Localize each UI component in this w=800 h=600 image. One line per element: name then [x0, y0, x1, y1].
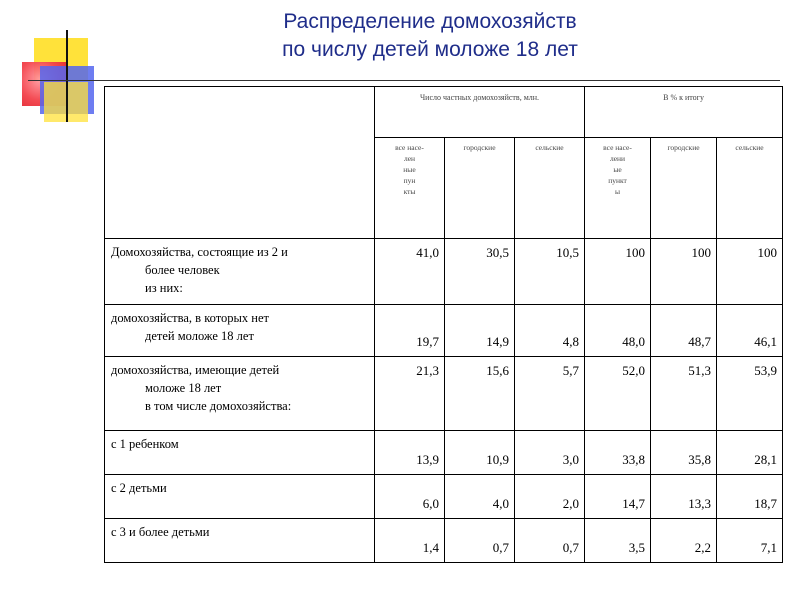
- row-label-line: с 2 детьми: [111, 481, 167, 495]
- row-label: [105, 431, 375, 475]
- cell-rural-percent: 100: [717, 239, 783, 305]
- sub-header-all-settlements-count: [375, 138, 445, 239]
- cell-urban-percent: 48,7: [651, 305, 717, 357]
- header-divider-line: [28, 80, 780, 81]
- cell-all-settlements-percent: 48,0: [585, 305, 651, 357]
- sub-header-urban-percent: [651, 138, 717, 239]
- sub-header-line: пун: [403, 176, 416, 185]
- sub-header-line: все насе-: [603, 143, 632, 152]
- row-label: [105, 519, 375, 563]
- table-row: [105, 431, 783, 475]
- row-label-line: домохозяйства, имеющие детей: [111, 363, 280, 377]
- cell-all-settlements-percent: 100: [585, 239, 651, 305]
- cell-urban-count: 10,9: [445, 431, 515, 475]
- sub-header-line: сельские: [535, 143, 564, 152]
- cell-all-settlements-count: 13,9: [375, 431, 445, 475]
- group-header-percent: В % к итогу: [585, 87, 783, 138]
- cell-urban-count: 14,9: [445, 305, 515, 357]
- cell-urban-count: 15,6: [445, 357, 515, 431]
- cell-rural-percent: 53,9: [717, 357, 783, 431]
- sub-header-rural-count: [515, 138, 585, 239]
- row-label: [105, 357, 375, 431]
- cell-all-settlements-count: 21,3: [375, 357, 445, 431]
- cell-all-settlements-count: 6,0: [375, 475, 445, 519]
- page-title-line-2: по числу детей моложе 18 лет: [282, 38, 578, 61]
- page-title: [160, 8, 700, 64]
- cell-urban-percent: 2,2: [651, 519, 717, 563]
- table-row: [105, 305, 783, 357]
- cell-rural-count: 4,8: [515, 305, 585, 357]
- sub-header-line: пункт: [608, 176, 627, 185]
- row-label: [105, 475, 375, 519]
- row-label-line: домохозяйства, в которых нет: [111, 311, 269, 325]
- cell-all-settlements-count: 41,0: [375, 239, 445, 305]
- cell-all-settlements-percent: 52,0: [585, 357, 651, 431]
- sub-header-line: лен: [403, 154, 416, 163]
- table-row: [105, 475, 783, 519]
- cell-urban-percent: 35,8: [651, 431, 717, 475]
- table-row: [105, 239, 783, 305]
- cell-rural-count: 10,5: [515, 239, 585, 305]
- cell-rural-percent: 7,1: [717, 519, 783, 563]
- sub-header-line: сельские: [735, 143, 764, 152]
- cell-all-settlements-count: 1,4: [375, 519, 445, 563]
- row-label-line: Домохозяйства, состоящие из 2 и: [111, 245, 288, 259]
- row-label-line: с 3 и более детьми: [111, 525, 210, 539]
- cell-urban-percent: 51,3: [651, 357, 717, 431]
- table-row: [105, 357, 783, 431]
- row-label-line: моложе 18 лет: [145, 381, 222, 395]
- cell-all-settlements-percent: 3,5: [585, 519, 651, 563]
- cell-urban-count: 30,5: [445, 239, 515, 305]
- cell-rural-percent: 46,1: [717, 305, 783, 357]
- sub-header-line: городские: [463, 143, 496, 152]
- cell-urban-percent: 100: [651, 239, 717, 305]
- row-label-line: с 1 ребенком: [111, 437, 179, 451]
- row-label-line: из них:: [145, 281, 183, 295]
- sub-header-line: лени: [609, 154, 626, 163]
- table-group-header-row: [105, 87, 783, 138]
- row-label-line: более человек: [145, 263, 220, 277]
- sub-header-line: городские: [667, 143, 700, 152]
- row-label: [105, 239, 375, 305]
- table-corner-cell: [105, 87, 375, 239]
- cell-all-settlements-count: 19,7: [375, 305, 445, 357]
- households-table: [104, 86, 783, 563]
- cell-rural-count: 5,7: [515, 357, 585, 431]
- cell-urban-percent: 13,3: [651, 475, 717, 519]
- cell-urban-count: 0,7: [445, 519, 515, 563]
- sub-header-line: все насе-: [395, 143, 424, 152]
- cell-rural-count: 3,0: [515, 431, 585, 475]
- cell-urban-count: 4,0: [445, 475, 515, 519]
- sub-header-line: ые: [613, 165, 622, 174]
- sub-header-line: ные: [403, 165, 416, 174]
- sub-header-rural-percent: [717, 138, 783, 239]
- logo-vertical-line: [66, 30, 68, 122]
- cell-all-settlements-percent: 33,8: [585, 431, 651, 475]
- table-body: [105, 239, 783, 563]
- row-label: [105, 305, 375, 357]
- cell-rural-percent: 18,7: [717, 475, 783, 519]
- cell-rural-count: 0,7: [515, 519, 585, 563]
- table-row: [105, 519, 783, 563]
- group-header-count: Число частных домохозяйств, млн.: [375, 87, 585, 138]
- sub-header-line: кты: [403, 187, 416, 196]
- page-title-line-1: Распределение домохозяйств: [283, 10, 577, 33]
- sub-header-urban-count: [445, 138, 515, 239]
- sub-header-line: ы: [614, 187, 621, 196]
- cell-rural-count: 2,0: [515, 475, 585, 519]
- cell-rural-percent: 28,1: [717, 431, 783, 475]
- cell-all-settlements-percent: 14,7: [585, 475, 651, 519]
- row-label-line: детей моложе 18 лет: [145, 329, 254, 343]
- sub-header-all-settlements-percent: [585, 138, 651, 239]
- row-label-line: в том числе домохозяйства:: [145, 399, 292, 413]
